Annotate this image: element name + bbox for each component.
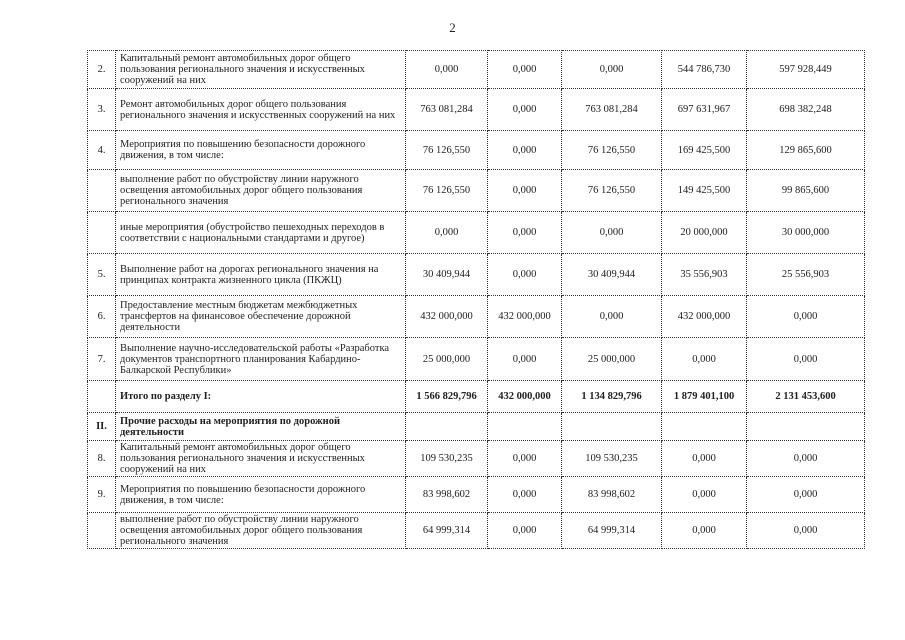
total-value-4: 1 879 401,100 [662,381,747,413]
row-number: 2. [88,51,116,89]
row-value-4: 0,000 [662,477,747,513]
table-row [88,338,865,381]
row-value-5: 25 556,903 [747,254,865,296]
row-value-1: 109 530,235 [406,441,488,477]
table-row [88,170,865,212]
section-empty-cell [662,413,747,441]
row-value-5: 0,000 [747,338,865,381]
row-value-1: 30 409,944 [406,254,488,296]
row-value-3: 30 409,944 [562,254,662,296]
row-name: Мероприятия по повышению безопасности дорожного движения, в том числе: [116,477,406,513]
row-value-1: 432 000,000 [406,296,488,338]
section-empty-cell [562,413,662,441]
row-name: Капитальный ремонт автомобильных дорог общего пользования регионального значения и искусственных сооружений на них [116,51,406,89]
row-value-5: 30 000,000 [747,212,865,254]
row-value-5: 0,000 [747,477,865,513]
row-value-1: 76 126,550 [406,170,488,212]
row-value-5: 698 382,248 [747,89,865,131]
table-row [88,296,865,338]
row-value-4: 35 556,903 [662,254,747,296]
row-value-3: 0,000 [562,51,662,89]
row-value-4: 0,000 [662,513,747,549]
row-number: 4. [88,131,116,170]
row-value-5: 129 865,600 [747,131,865,170]
row-value-2: 0,000 [488,338,562,381]
row-value-3: 76 126,550 [562,170,662,212]
row-number [88,513,116,549]
row-value-5: 99 865,600 [747,170,865,212]
row-name: Ремонт автомобильных дорог общего пользования регионального значения и искусственных сооружений на них [116,89,406,131]
table-row [88,477,865,513]
row-number [88,212,116,254]
row-value-2: 0,000 [488,131,562,170]
row-value-1: 76 126,550 [406,131,488,170]
section-empty-cell [406,413,488,441]
row-value-4: 20 000,000 [662,212,747,254]
total-label: Итого по разделу I: [116,381,406,413]
total-value-2: 432 000,000 [488,381,562,413]
row-name: выполнение работ по обустройству линии наружного освещения автомобильных дорог общего пользования регионального значения [116,170,406,212]
table-row [88,51,865,89]
section-empty-cell [747,413,865,441]
row-number: 7. [88,338,116,381]
total-row [88,381,865,413]
row-value-3: 763 081,284 [562,89,662,131]
row-value-5: 597 928,449 [747,51,865,89]
row-number: 9. [88,477,116,513]
budget-table [87,50,865,549]
row-name: иные мероприятия (обустройство пешеходных переходов в соответствии с национальными стандартами и другое) [116,212,406,254]
row-value-2: 432 000,000 [488,296,562,338]
row-value-1: 83 998,602 [406,477,488,513]
row-name: Выполнение работ на дорогах регионального значения на принципах контракта жизненного цикла (ПКЖЦ) [116,254,406,296]
section-header-row [88,413,865,441]
row-number: 6. [88,296,116,338]
row-value-3: 76 126,550 [562,131,662,170]
row-value-5: 0,000 [747,296,865,338]
row-name: Выполнение научно-исследовательской работы «Разработка документов транспортного планирования Кабардино-Балкарской Республики» [116,338,406,381]
row-value-1: 64 999,314 [406,513,488,549]
row-value-2: 0,000 [488,51,562,89]
table-row [88,441,865,477]
row-value-5: 0,000 [747,441,865,477]
table-row [88,254,865,296]
row-number [88,170,116,212]
row-value-3: 25 000,000 [562,338,662,381]
table-row [88,212,865,254]
row-value-4: 169 425,500 [662,131,747,170]
table-row [88,513,865,549]
page-number: 2 [449,20,456,35]
row-value-1: 763 081,284 [406,89,488,131]
row-number: 8. [88,441,116,477]
row-value-4: 544 786,730 [662,51,747,89]
row-value-5: 0,000 [747,513,865,549]
row-number: 3. [88,89,116,131]
row-value-2: 0,000 [488,513,562,549]
row-number: 5. [88,254,116,296]
row-value-1: 0,000 [406,51,488,89]
row-value-2: 0,000 [488,89,562,131]
table-row [88,131,865,170]
row-value-3: 0,000 [562,212,662,254]
row-value-2: 0,000 [488,477,562,513]
row-value-2: 0,000 [488,170,562,212]
row-value-1: 25 000,000 [406,338,488,381]
row-value-3: 109 530,235 [562,441,662,477]
row-name: Предоставление местным бюджетам межбюджетных трансфертов на финансовое обеспечение дорожной деятельности [116,296,406,338]
row-value-3: 64 999,314 [562,513,662,549]
row-value-4: 432 000,000 [662,296,747,338]
row-name: Капитальный ремонт автомобильных дорог общего пользования регионального значения и искусственных сооружений на них [116,441,406,477]
row-value-2: 0,000 [488,441,562,477]
section-empty-cell [488,413,562,441]
row-value-1: 0,000 [406,212,488,254]
total-value-5: 2 131 453,600 [747,381,865,413]
row-value-2: 0,000 [488,212,562,254]
total-value-1: 1 566 829,796 [406,381,488,413]
row-value-4: 0,000 [662,338,747,381]
row-value-2: 0,000 [488,254,562,296]
section-number: II. [88,413,116,441]
section-title: Прочие расходы на мероприятия по дорожной деятельности [116,413,406,441]
row-name: выполнение работ по обустройству линии наружного освещения автомобильных дорог общего пользования регионального значения [116,513,406,549]
row-value-3: 0,000 [562,296,662,338]
row-value-4: 149 425,500 [662,170,747,212]
table-row [88,89,865,131]
row-value-4: 697 631,967 [662,89,747,131]
total-value-3: 1 134 829,796 [562,381,662,413]
row-name: Мероприятия по повышению безопасности дорожного движения, в том числе: [116,131,406,170]
row-value-4: 0,000 [662,441,747,477]
row-value-3: 83 998,602 [562,477,662,513]
total-row-number [88,381,116,413]
